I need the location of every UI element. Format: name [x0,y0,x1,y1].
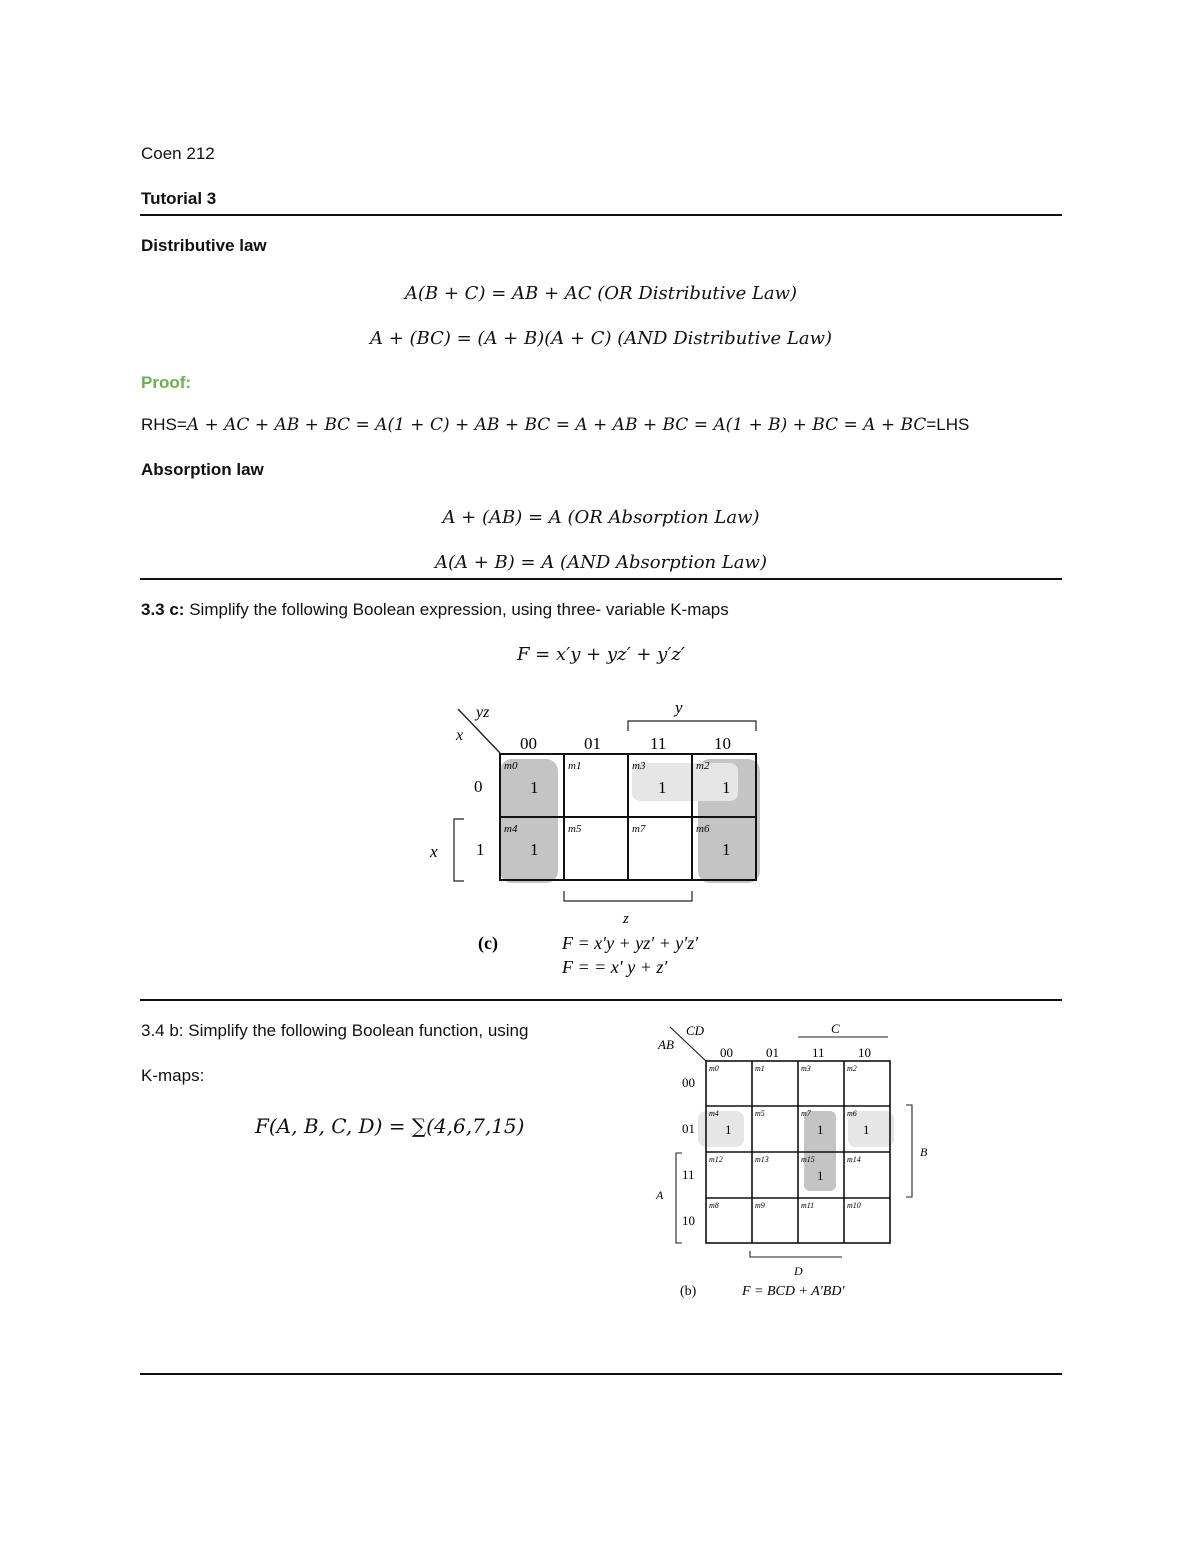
kmap3-cell-value: 1 [530,840,539,859]
kmap4-col-var: CD [686,1023,705,1038]
kmap4-minterm: m2 [847,1064,857,1073]
kmap4-d-bracket [750,1251,842,1257]
proof-label: Proof: [141,373,192,392]
kmap-three-variable [420,695,780,985]
kmap4-minterm: m9 [755,1201,765,1210]
kmap3-cell-value: 1 [658,778,667,797]
kmap3-minterm: m4 [504,823,518,835]
kmap3-minterm: m0 [504,760,518,772]
kmap4-minterm: m14 [847,1155,861,1164]
kmap3-minterm: m5 [568,823,582,835]
divider-2 [140,578,1062,580]
problem-34b-text-2: K-maps: [141,1066,205,1085]
kmap4-b-bracket [906,1105,912,1197]
kmap4-cell-value: 1 [863,1122,870,1137]
kmap3-caption-tag: (c) [478,933,498,953]
kmap4-minterm: m11 [801,1201,815,1210]
problem-34b-label: 3.4 b: [141,1021,184,1040]
kmap4-minterm: m12 [709,1155,723,1164]
kmap3-col-header: 11 [650,734,667,753]
or-distributive-equation: A(B + C) = AB + AC (OR Distributive Law) [404,283,798,304]
kmap4-minterm: m13 [755,1155,769,1164]
kmap4-caption-tag: (b) [680,1284,697,1299]
kmap4-b-label: B [920,1145,928,1159]
problem-33c-label: 3.3 c: [141,600,185,619]
problem-34b-text: Simplify the following Boolean function, using [183,1021,529,1040]
problem-34b-statement [141,1021,528,1041]
kmap3-group-m0-m4 [500,759,558,883]
kmap3-row-header: 1 [476,840,485,859]
kmap4-row-header: 01 [682,1121,695,1136]
kmap4-group-m4 [698,1111,744,1147]
kmap3-minterm: m6 [696,823,710,835]
kmap4-minterm: m7 [801,1109,811,1118]
kmap3-col-header: 01 [584,734,601,753]
kmap3-result-1: F = x′y + yz′ + y′z′ [562,933,699,953]
kmap4-minterm: m3 [801,1064,811,1073]
kmap4-row-header: 10 [682,1213,695,1228]
kmap3-col-var: yz [476,704,490,721]
problem-33c-text: Simplify the following Boolean expression, using three- variable K-maps [184,600,729,619]
kmap4-minterm: m4 [709,1109,719,1118]
kmap4-cell-value: 1 [817,1122,824,1137]
kmap3-minterm: m1 [568,760,582,772]
kmap4-c-label: C [831,1021,840,1036]
problem-33c-expression: F = x′y + yz′ + y′z′ [516,644,686,665]
kmap3-z-label: z [623,911,629,927]
kmap4-row-var: AB [658,1037,674,1052]
kmap3-row-var: x [456,727,464,744]
kmap4-d-label: D [794,1264,803,1278]
kmap4-minterm: m0 [709,1064,719,1073]
kmap4-minterm: m15 [801,1155,815,1164]
distributive-heading: Distributive law [141,236,267,255]
proof-body: A + AC + AB + BC = A(1 + C) + AB + BC = A + AB + BC = A(1 + B) + BC = A + BC [186,415,927,435]
kmap4-result: F = BCD + A′BD′ [742,1284,845,1299]
kmap4-minterm: m1 [755,1064,765,1073]
kmap4-cell-value: 1 [817,1168,824,1183]
kmap3-cell-value: 1 [722,840,731,859]
kmap3-minterm: m3 [632,760,646,772]
tutorial-title: Tutorial 3 [141,189,217,208]
kmap3-x-bracket [454,819,464,881]
divider-1 [140,214,1062,216]
kmap4-minterm: m10 [847,1201,861,1210]
kmap3-x-label: x [430,842,438,861]
divider-4 [140,1373,1062,1375]
and-distributive-equation: A + (BC) = (A + B)(A + C) (AND Distributive Law) [370,328,832,349]
proof-prefix: RHS= [141,415,187,434]
kmap-four-variable [650,1015,940,1305]
or-absorption-equation: A + (AB) = A (OR Absorption Law) [442,507,760,528]
kmap3-cell-value: 1 [530,778,539,797]
proof-suffix: =LHS [926,415,970,434]
kmap4-col-header: 11 [812,1045,825,1060]
kmap4-minterm: m5 [755,1109,765,1118]
kmap3-y-label: y [675,698,683,717]
kmap3-minterm: m7 [632,823,646,835]
absorption-heading: Absorption law [141,460,264,479]
kmap3-col-header: 00 [520,734,537,753]
kmap3-result-2: F = = x′ y + z′ [562,957,668,977]
problem-34b-function: F(A, B, C, D) = ∑(4,6,7,15) [255,1114,525,1138]
proof-line [141,415,969,435]
divider-3 [140,999,1062,1001]
kmap3-y-bracket [628,721,756,731]
kmap4-col-header: 10 [858,1045,871,1060]
kmap3-row-header: 0 [474,777,483,796]
problem-33c-statement [141,600,729,620]
kmap4-row-header: 00 [682,1075,695,1090]
kmap4-col-header: 00 [720,1045,733,1060]
course-title: Coen 212 [141,144,215,163]
kmap4-cell-value: 1 [725,1122,732,1137]
and-absorption-equation: A(A + B) = A (AND Absorption Law) [435,552,767,573]
kmap3-col-header: 10 [714,734,731,753]
kmap4-minterm: m6 [847,1109,857,1118]
kmap4-minterm: m8 [709,1201,719,1210]
kmap3-z-bracket [564,891,692,901]
kmap3-cell-value: 1 [722,778,731,797]
kmap4-a-label: A [656,1188,664,1202]
kmap4-col-header: 01 [766,1045,779,1060]
kmap4-row-header: 11 [682,1167,695,1182]
kmap3-minterm: m2 [696,760,710,772]
